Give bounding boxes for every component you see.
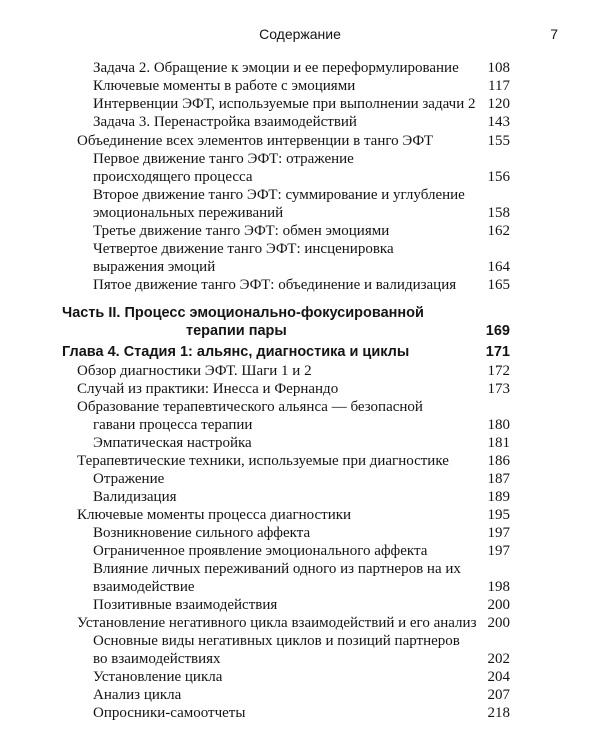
toc-entry-title: Четвертое движение танго ЭФТ: инсценировка (93, 241, 394, 257)
page-number: 7 (550, 26, 558, 42)
running-head-title: Содержание (259, 26, 341, 42)
toc-entry-page: 186 (487, 453, 510, 469)
toc-entry-page: 171 (485, 344, 510, 360)
toc-entry-page: 218 (487, 705, 510, 721)
toc-entry-title: Отражение (93, 471, 165, 487)
toc-entry-page: 156 (487, 169, 510, 185)
toc-entry-title: Валидизация (93, 489, 177, 505)
toc-entry-page: 155 (487, 133, 510, 149)
toc-entry-title: Возникновение сильного аффекта (93, 525, 311, 541)
toc-entry-page: 197 (487, 543, 510, 559)
toc-entry-title: Анализ цикла (93, 687, 182, 703)
toc-entry-page: 204 (487, 669, 510, 685)
toc-entry-page: 181 (487, 435, 510, 451)
toc-entry-title: Ключевые моменты процесса диагностики (77, 507, 352, 523)
toc-entry-page: 187 (487, 471, 510, 487)
toc-entry-title: Эмпатическая настройка (93, 435, 252, 451)
toc-entry-title: Образование терапевтического альянса — безопасной (77, 399, 423, 415)
toc-entry-page: 172 (487, 363, 510, 379)
toc-entry-page: 197 (487, 525, 510, 541)
toc-entry-title-continued: выражения эмоций (93, 259, 216, 275)
toc-entry-title: Третье движение танго ЭФТ: обмен эмоциями (93, 223, 390, 239)
toc-entry-title: Терапевтические техники, используемые при диагностике (77, 453, 449, 469)
toc-entry-title: Ключевые моменты в работе с эмоциями (93, 78, 356, 94)
toc-entry-title-continued: взаимодействие (93, 579, 195, 595)
toc-entry-page: 180 (487, 417, 510, 433)
toc-entry-title: Обзор диагностики ЭФТ. Шаги 1 и 2 (77, 363, 312, 379)
toc-entry-title: Глава 4. Стадия 1: альянс, диагностика и циклы (62, 344, 410, 360)
toc-entry-title-continued: эмоциональных переживаний (93, 205, 284, 221)
toc-entry-page: 165 (487, 277, 510, 293)
toc-entry-page: 173 (487, 381, 510, 397)
toc-entry-title: Опросники-самоотчеты (93, 705, 246, 721)
toc-entry-title: Случай из практики: Инесса и Фернандо (77, 381, 339, 397)
toc-entry-page: 189 (487, 489, 510, 505)
toc-entry-title: Основные виды негативных циклов и позиций партнеров (93, 633, 460, 649)
toc-entry-title: Позитивные взаимодействия (93, 597, 278, 613)
toc-entry-page: 143 (487, 114, 510, 130)
toc-entry-title: Первое движение танго ЭФТ: отражение (93, 151, 354, 167)
toc-entry-title: Объединение всех элементов интервенции в танго ЭФТ (77, 133, 434, 149)
toc-entry-page: 108 (487, 60, 510, 76)
toc-entry-title: Влияние личных переживаний одного из партнеров на их (93, 561, 461, 577)
toc-entry-page: 120 (487, 96, 510, 112)
toc-entry-title: Установление цикла (93, 669, 223, 685)
toc-entry-title: Второе движение танго ЭФТ: суммирование и углубление (93, 187, 465, 203)
toc-entry-page: 162 (487, 223, 510, 239)
toc-entry-title-continued: во взаимодействиях (93, 651, 221, 667)
toc-entry-page: 158 (487, 205, 510, 221)
toc-entry-page: 117 (488, 78, 510, 94)
toc-entry-title-continued: происходящего процесса (93, 169, 253, 185)
toc-entry-title: Ограниченное проявление эмоционального аффекта (93, 543, 428, 559)
toc-entry-title: Пятое движение танго ЭФТ: объединение и валидизация (93, 277, 457, 293)
toc-entry-title-continued: гавани процесса терапии (93, 417, 253, 433)
toc-entry-page: 169 (485, 323, 510, 339)
toc-entry-page: 195 (487, 507, 510, 523)
toc-entry-page: 200 (487, 597, 510, 613)
toc-entry-title: Задача 2. Обращение к эмоции и ее переформулирование (93, 60, 459, 76)
toc-entry-title: Установление негативного цикла взаимодействий и его анализ (77, 615, 477, 631)
toc-entry-title: Часть II. Процесс эмоционально-фокусированной (62, 305, 424, 321)
toc-entry-page: 207 (487, 687, 510, 703)
toc-entry-title: Интервенции ЭФТ, используемые при выполнении задачи 2 (93, 96, 476, 112)
toc-entry-page: 200 (487, 615, 510, 631)
toc-entry-page: 198 (487, 579, 510, 595)
toc-entry-title: Задача 3. Перенастройка взаимодействий (93, 114, 357, 130)
toc-entry-page: 164 (487, 259, 510, 275)
toc-entry-page: 202 (487, 651, 510, 667)
toc-entry-title-continued: терапии пары (186, 323, 287, 339)
